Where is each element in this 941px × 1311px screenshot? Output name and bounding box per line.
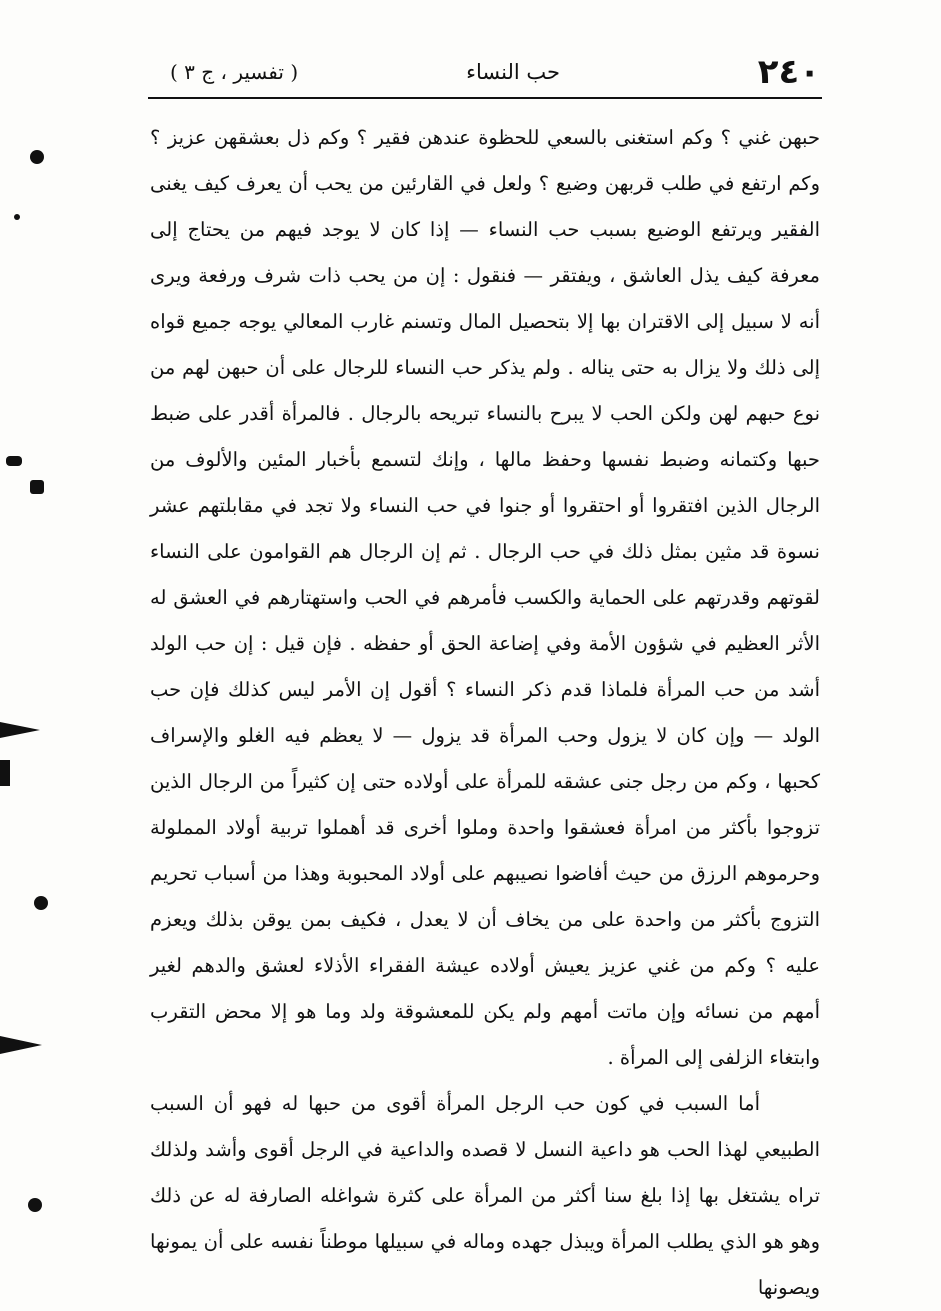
paragraph-1: حبهن غني ؟ وكم استغنى بالسعي للحظوة عندهن فقير ؟ وكم ذل بعشقهن عزيز ؟ وكم ارتفع في طلب قربهن وضيع ؟ ولعل في القارئين من يحب أن يعرف كيف يغنى الفقير ويرتفع الوضيع بسبب حب النساء — إذا كان لا يوجد فيهم من يحتاج إلى معرفة كيف يذل العاشق ، ويفتقر — فنقول : إن من يحب ذات شرف ورفعة ويرى أنه لا سبيل إلى الاقتران بها إلا بتحصيل المال وتسنم غارب المعالي يوجه جميع قواه إلى ذلك ولا يزال به حتى يناله . ولم يذكر حب النساء للرجال على أن حبهن لهم من نوع حبهم لهن ولكن الحب لا يبرح بالنساء تبريحه بالرجال . فالمرأة أقدر على ضبط حبها وكتمانه وضبط نفسها وحفظ مالها ، وإنك لتسمع بأخبار المئين والألوف من الرجال الذين افتقروا أو احتقروا أو جنوا في حب النساء ولا تجد في مقابلتهم عشر نسوة قد مثين بمثل ذلك في حب الرجال . ثم إن الرجال هم القوامون على النساء لقوتهم وقدرتهم على الحماية والكسب فأمرهم في الحب واستهتارهم في العشق له الأثر العظيم في شؤون الأمة وفي إضاعة الحق أو حفظه . فإن قيل : إن حب الولد أشد من حب المرأة فلماذا قدم ذكر النساء ؟ أقول إن الأمر ليس كذلك فإن حب الولد — وإن كان لا يزول وحب المرأة قد يزول — لا يعظم فيه الغلو والإسراف كحبها ، وكم من رجل جنى عشقه للمرأة على أولاده حتى إن كثيراً من الرجال الذين تزوجوا بأكثر من امرأة فعشقوا واحدة وملوا أخرى قد أهملوا تربية أولاد المملولة وحرموهم الرزق من حيث أفاضوا نصيبهم على أولاد المحبوبة وهذا من أسباب تحريم التزوج بأكثر من واحدة على من يخاف أن لا يعدل ، فكيف بمن يوقن بذلك ويعزم عليه ؟ وكم من غني عزيز يعيش أولاده عيشة الفقراء الأذلاء لعشق والدهم لغير أمهم من نسائه وإن ماتت أمهم ولم يكن للمعشوقة ولد وما هو إلا محض التقرب وابتغاء الزلفى إلى المرأة . <box>150 126 820 1069</box>
page-header <box>150 52 820 92</box>
chapter-reference: ( تفسير ، ج ٣ ) <box>170 60 299 84</box>
scan-mark-hole <box>0 722 40 738</box>
scan-mark-hole <box>34 896 48 910</box>
scan-mark-hole <box>0 760 10 786</box>
page-number: ٢٤٠ <box>757 52 820 92</box>
scan-mark-hole <box>0 1036 42 1054</box>
scan-mark-hole <box>28 1198 42 1212</box>
scan-mark-hole <box>14 214 20 220</box>
scan-mark-hole <box>6 456 22 466</box>
header-rule <box>148 97 822 99</box>
scan-mark-hole <box>30 150 44 164</box>
scan-mark-hole <box>30 480 44 494</box>
running-title: حب النساء <box>466 60 560 84</box>
body-text <box>150 115 820 1311</box>
paragraph-2: أما السبب في كون حب الرجل المرأة أقوى من حبها له فهو أن السبب الطبيعي لهذا الحب هو داعية النسل لا قصده والداعية في الرجل أقوى وأشد ولذلك تراه يشتغل بها إذا بلغ سنا أكثر من المرأة على كثرة شواغله الصارفة له عن ذلك وهو هو الذي يطلب المرأة ويبذل جهده وماله في سبيلها موطناً نفسه على أن يمونها ويصونها <box>150 1092 820 1299</box>
